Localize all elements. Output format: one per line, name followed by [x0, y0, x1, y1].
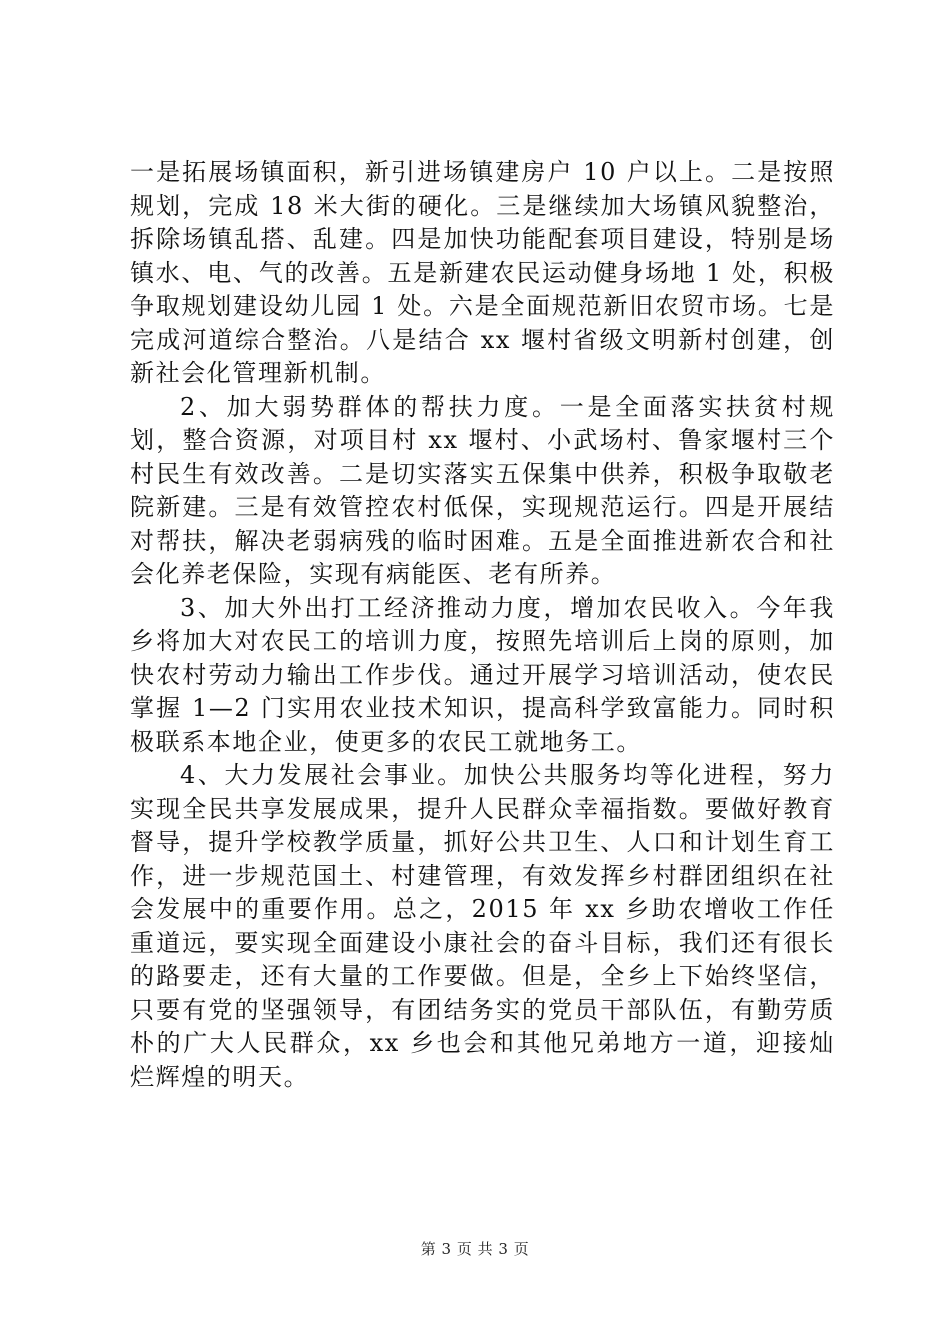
paragraph-4: 4、大力发展社会事业。加快公共服务均等化进程，努力实现全民共享发展成果，提升人民群众幸福指数。要做好教育督导，提升学校教学质量，抓好公共卫生、人口和计划生育工作，进一步规范国土、村建管理，有效发挥乡村群团组织在社会发展中的重要作用。总之，2015 年 xx 乡助农增收工作任重道远，要实现全面建设小康社会的奋斗目标，我们还有很长的路要走，还有大量的工作要做。但是，全乡上下始终坚信，只要有党的坚强领导，有团结务实的党员干部队伍，有勤劳质朴的广大人民群众，xx 乡也会和其他兄弟地方一道，迎接灿烂辉煌的明天。	[130, 761, 835, 1091]
paragraph-2: 2、加大弱势群体的帮扶力度。一是全面落实扶贫村规划，整合资源，对项目村 xx 堰村、小武场村、鲁家堰村三个村民生有效改善。二是切实落实五保集中供养，积极争取敬老院新建。三是有效管控农村低保，实现规范运行。四是开展结对帮扶，解决老弱病残的临时困难。五是全面推进新农合和社会化养老保险，实现有病能医、老有所养。	[130, 392, 835, 588]
paragraph-1: 一是拓展场镇面积，新引进场镇建房户 10 户以上。二是按照规划，完成 18 米大街的硬化。三是继续加大场镇风貌整治，拆除场镇乱搭、乱建。四是加快功能配套项目建设，特别是场镇水、电、气的改善。五是新建农民运动健身场地 1 处，积极争取规划建设幼儿园 1 处。六是全面规范新旧农贸市场。七是完成河道综合整治。八是结合 xx 堰村省级文明新村创建，创新社会化管理新机制。	[130, 158, 835, 387]
page-footer: 第 3 页 共 3 页	[420, 1240, 530, 1258]
paragraph-3: 3、加大外出打工经济推动力度，增加农民收入。今年我乡将加大对农民工的培训力度，按照先培训后上岗的原则，加快农村劳动力输出工作步伐。通过开展学习培训活动，使农民掌握 1—2 门实用农业技术知识，提高科学致富能力。同时积极联系本地企业，使更多的农民工就地务工。	[130, 593, 835, 756]
document-body	[130, 156, 835, 1094]
